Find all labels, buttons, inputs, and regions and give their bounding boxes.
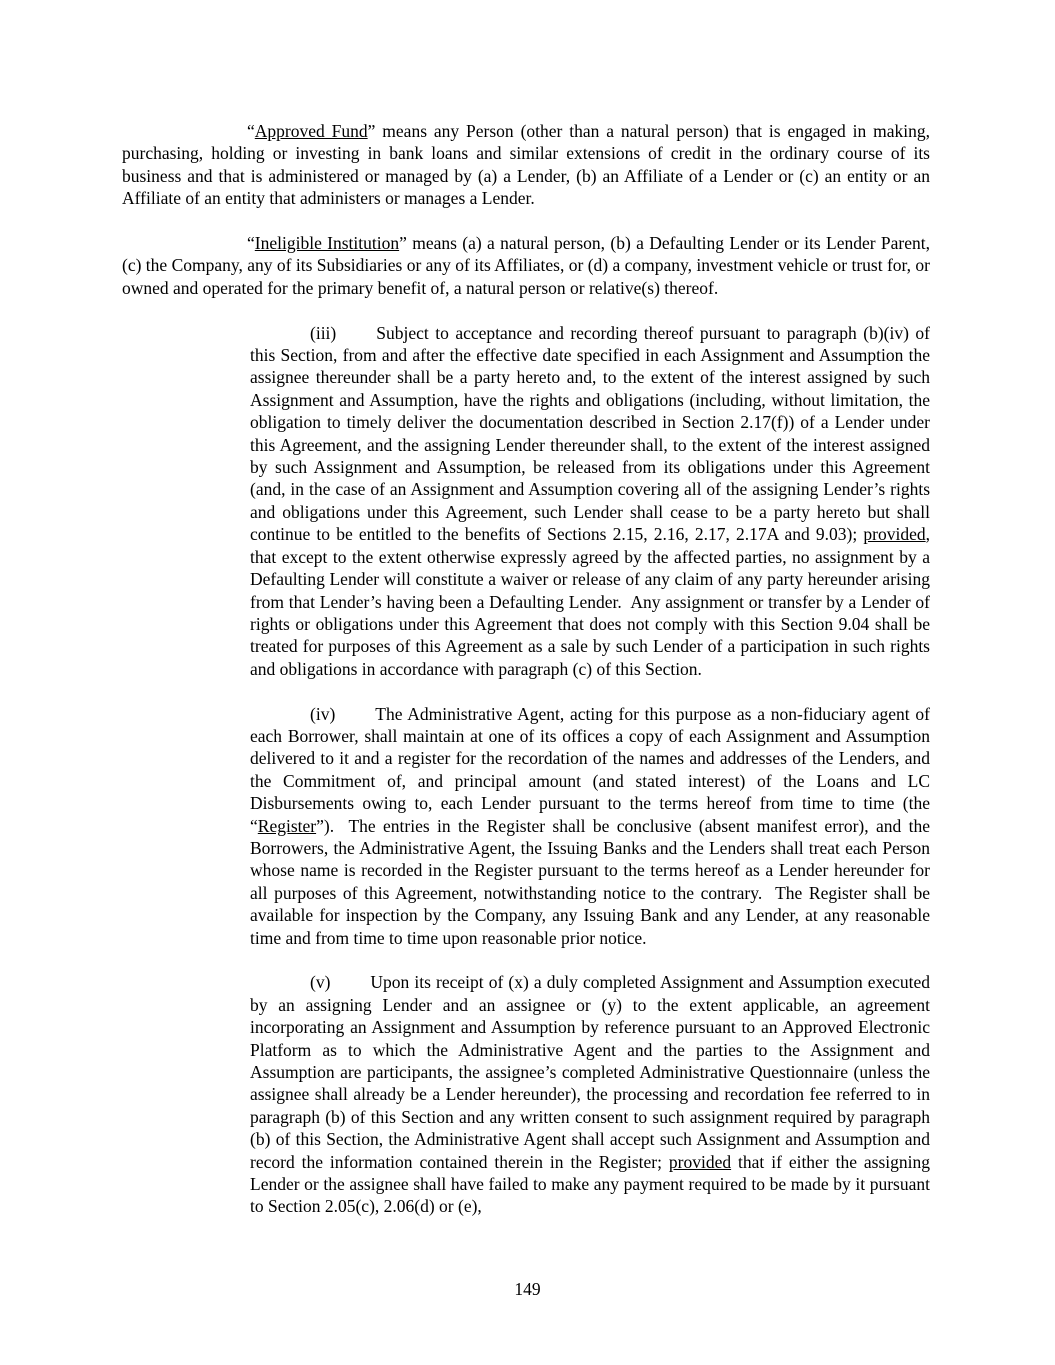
- page-number: 149: [514, 1279, 541, 1299]
- document-body: [122, 120, 930, 1240]
- paragraph-ineligible-institution-definition: “Ineligible Institution” means (a) a natural person, (b) a Defaulting Lender or its Lender Parent, (c) the Company, any of its Subsidiaries or any of its Affiliates, or (d) a company, investment vehicle or trust for, or owned and operated for the primary benefit of, a natural person or relative(s) thereof.: [122, 233, 930, 298]
- paragraph-clause-iv: (iv) The Administrative Agent, acting for this purpose as a non-fiduciary agent of each Borrower, shall maintain at one of its offices a copy of each Assignment and Assumption delivered to it and a register for the recordation of the names and addresses of the Lenders, and the Commitment of, and principal amount (and stated interest) of the Loans and LC Disbursements owing to, each Lender pursuant to the terms hereof from time to time (the “Register”). The entries in the Register shall be conclusive (absent manifest error), and the Borrowers, the Administrative Agent, the Issuing Banks and the Lenders shall treat each Person whose name is recorded in the Register pursuant to the terms hereof as a Lender hereunder for all purposes of this Agreement, notwithstanding notice to the contrary. The Register shall be available for inspection by the Company, any Issuing Bank and any Lender, at any reasonable time and from time to time upon reasonable prior notice.: [250, 703, 930, 948]
- paragraph-clause-v: (v) Upon its receipt of (x) a duly completed Assignment and Assumption executed by an assigning Lender and an assignee or (y) to the extent applicable, an agreement incorporating an Assignment and Assumption by reference pursuant to an Approved Electronic Platform as to which the Administrative Agent and the parties to the Assignment and Assumption are participants, the assignee’s completed Administrative Questionnaire (unless the assignee shall already be a Lender hereunder), the processing and recordation fee referred to in paragraph (b) of this Section and any written consent to such assignment required by paragraph (b) of this Section, the Administrative Agent shall accept such Assignment and Assumption and record the information contained therein in the Register; provided that if either the assigning Lender or the assignee shall have failed to make any payment required to be made by it pursuant to Section 2.05(c), 2.06(d) or (e),: [250, 972, 930, 1217]
- paragraph-clause-iii: (iii) Subject to acceptance and recording thereof pursuant to paragraph (b)(iv) of this Section, from and after the effective date specified in each Assignment and Assumption the assignee thereunder shall be a party hereto and, to the extent of the interest assigned by such Assignment and Assumption, have the rights and obligations (including, without limitation, the obligation to timely deliver the documentation described in Section 2.17(f)) of a Lender under this Agreement, and the assigning Lender thereunder shall, to the extent of the interest assigned by such Assignment and Assumption, be released from its obligations under this Agreement (and, in the case of an Assignment and Assumption covering all of the assigning Lender’s rights and obligations under this Agreement, such Lender shall cease to be a party hereto but shall continue to be entitled to the benefits of Sections 2.15, 2.16, 2.17, 2.17A and 9.03); provided, that except to the extent otherwise expressly agreed by the affected parties, no assignment by a Defaulting Lender will constitute a waiver or release of any claim of any party hereunder arising from that Lender’s having been a Defaulting Lender. Any assignment or transfer by a Lender of rights or obligations under this Agreement that does not comply with this Section 9.04 shall be treated for purposes of this Agreement as a sale by such Lender of a participation in such rights and obligations in accordance with paragraph (c) of this Section.: [250, 322, 930, 679]
- paragraph-approved-fund-definition: “Approved Fund” means any Person (other than a natural person) that is engaged in making, purchasing, holding or investing in bank loans and similar extensions of credit in the ordinary course of its business and that is administered or managed by (a) a Lender, (b) an Affiliate of a Lender or (c) an entity or an Affiliate of an entity that administers or manages a Lender.: [122, 121, 930, 209]
